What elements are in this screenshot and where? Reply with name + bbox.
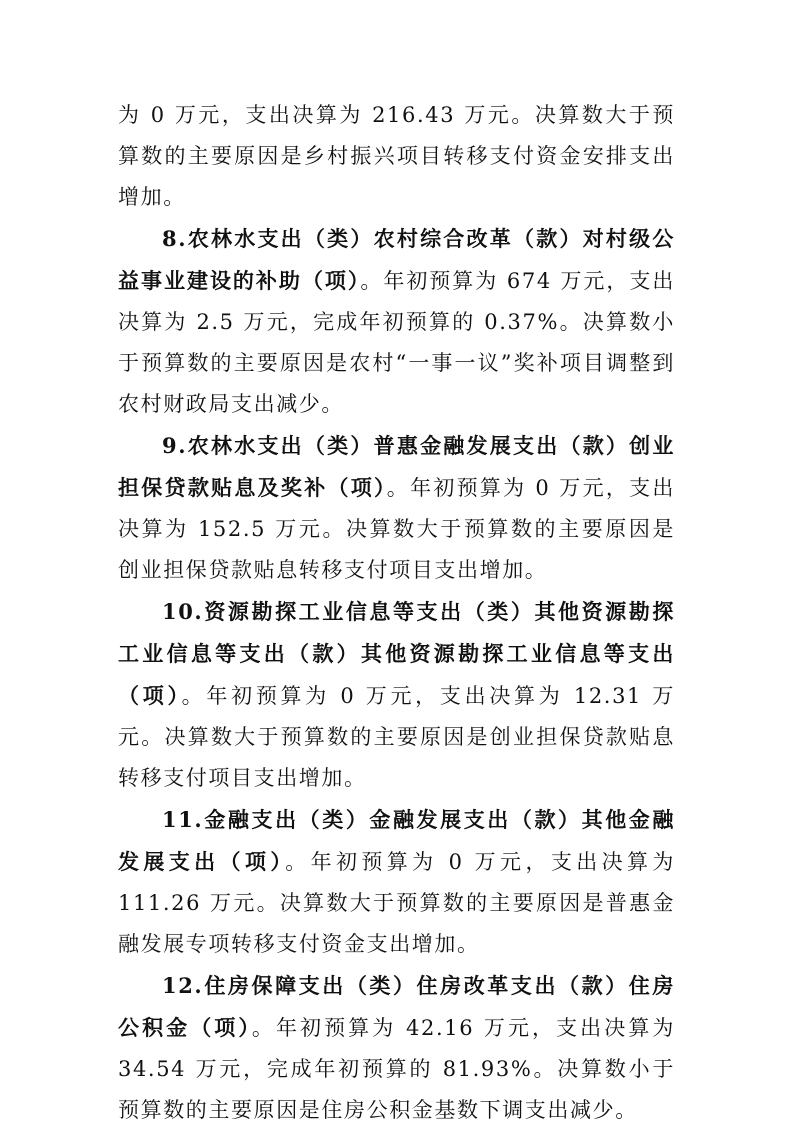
paragraph-body: 。年初预算为 0 万元，支出决算为 12.31 万元。决算数大于预算数的主要原因是创业担保贷款贴息转移支付项目支出增加。 [118,684,675,790]
paragraph-body: 。年初预算为 0 万元，支出决算为 152.5 万元。决算数大于预算数的主要原因是创业担保贷款贴息转移支付项目支出增加。 [118,476,675,582]
paragraph-body: 为 0 万元，支出决算为 216.43 万元。决算数大于预算数的主要原因是乡村振兴项目转移支付资金安排支出增加。 [118,103,675,209]
paragraph-body: 。年初预算为 674 万元，支出决算为 2.5 万元，完成年初预算的 0.37%。决算数小于预算数的主要原因是农村“一事一议”奖补项目调整到农村财政局支出减少。 [118,269,675,416]
paragraph-item-8 [118,218,675,425]
paragraph-title: 11.金融支出（类）金融发展支出（款）其他金融发展支出（项） [118,807,675,874]
paragraph-title: 12.住房保障支出（类）住房改革支出（款）住房公积金（项） [118,973,675,1040]
paragraph-continuation [118,95,675,218]
paragraph-title: 10.资源勘探工业信息等支出（类）其他资源勘探工业信息等支出（款）其他资源勘探工业信息等支出（项） [118,599,675,708]
paragraph-item-10 [118,591,675,799]
paragraph-body: 。年初预算为 42.16 万元，支出决算为 34.54 万元，完成年初预算的 81.93%。决算数小于预算数的主要原因是住房公积金基数下调支出减少。 [118,1016,675,1122]
paragraph-item-11 [118,799,675,965]
paragraph-title: 9.农林水支出（类）普惠金融发展支出（款）创业担保贷款贴息及奖补（项） [118,433,675,500]
paragraph-title: 8.农林水支出（类）农村综合改革（款）对村级公益事业建设的补助（项） [118,226,675,293]
paragraph-item-12 [118,965,675,1131]
paragraph-item-9 [118,425,675,591]
paragraph-body: 。年初预算为 0 万元，支出决算为 111.26 万元。决算数大于预算数的主要原因是普惠金融发展专项转移支付资金支出增加。 [118,850,675,956]
